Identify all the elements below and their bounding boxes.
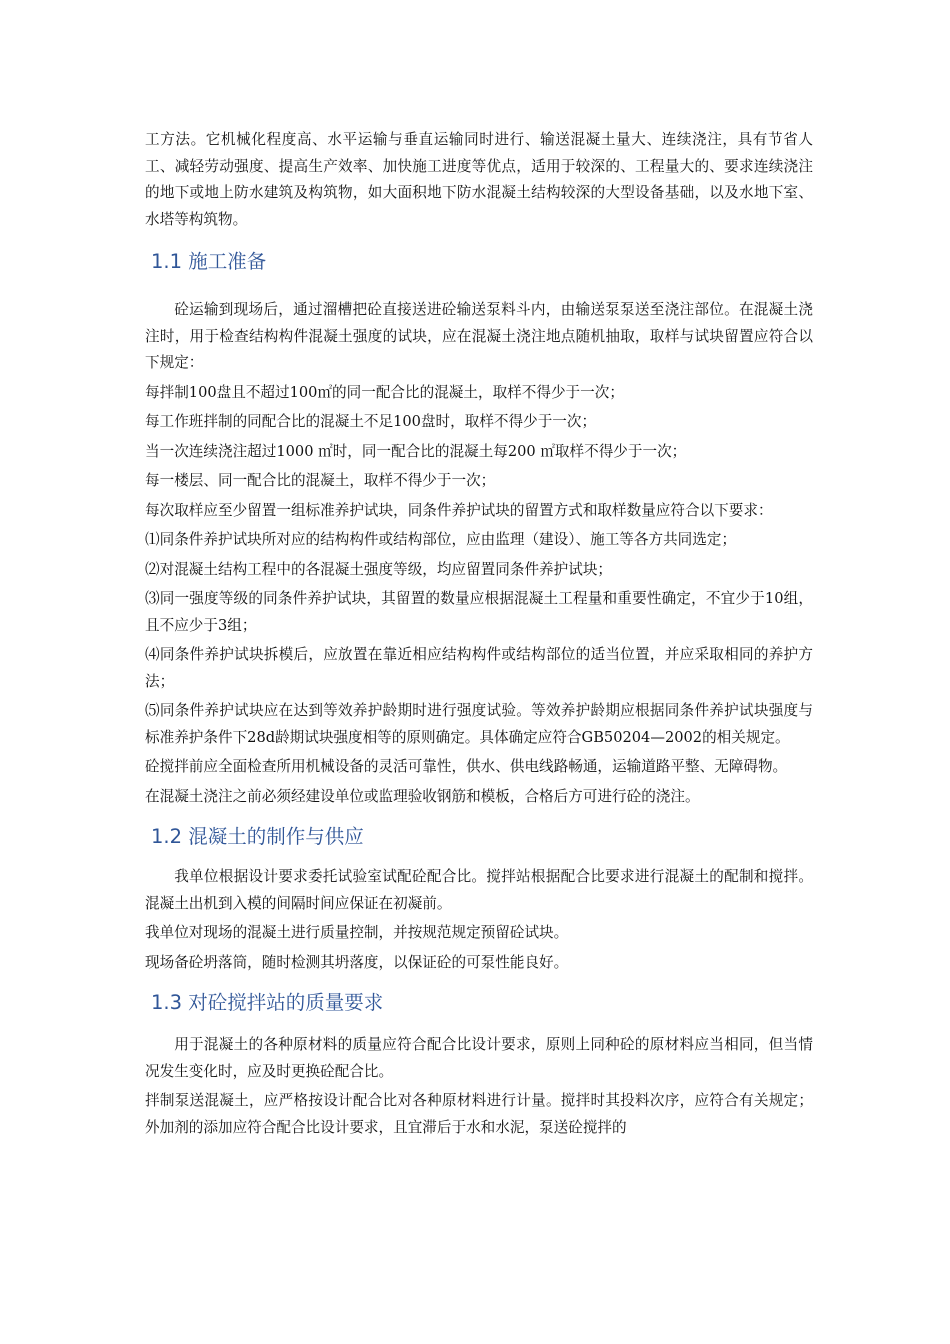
paragraph: 每次取样应至少留置一组标准养护试块，同条件养护试块的留置方式和取样数量应符合以下要求： — [145, 501, 773, 519]
paragraph: 每工作班拌制的同配合比的混凝土不足100盘时，取样不得少于一次； — [145, 413, 597, 430]
section-heading-1-1: 1.1 施工准备 — [151, 250, 267, 273]
paragraph: 拌制泵送混凝土，应严格按设计配合比对各种原材料进行计量。搅拌时其投料次序，应符合有关规定；外加剂的添加应符合配合比设计要求，且宜滞后于水和水泥，泵送砼搅拌的 — [145, 1092, 813, 1136]
section-heading-1-2: 1.2 混凝土的制作与供应 — [151, 825, 364, 848]
paragraph: 在混凝土浇注之前必须经建设单位或监理验收钢筋和模板，合格后方可进行砼的浇注。 — [145, 787, 700, 805]
paragraph: 每一楼层、同一配合比的混凝土，取样不得少于一次； — [145, 472, 496, 489]
list-item: ⑵对混凝土结构工程中的各混凝土强度等级，均应留置同条件养护试块； — [145, 560, 613, 578]
document-body — [145, 127, 813, 1141]
list-item: ⑷同条件养护试块拆模后，应放置在靠近相应结构构件或结构部位的适当位置，并应采取相同的养护方法； — [145, 646, 813, 690]
paragraph: 砼搅拌前应全面检查所用机械设备的灵活可靠性，供水、供电线路畅通，运输道路平整、无障碍物。 — [145, 758, 788, 775]
paragraph: 用于混凝土的各种原材料的质量应符合配合比设计要求，原则上同种砼的原材料应当相同，但当情况发生变化时，应及时更换砼配合比。 — [145, 1036, 813, 1080]
intro-paragraph: 工方法。它机械化程度高、水平运输与垂直运输同时进行、输送混凝土量大、连续浇注，具有节省人工、减轻劳动强度、提高生产效率、加快施工进度等优点，适用于较深的、工程量大的、要求连续浇注的地下或地上防水建筑及构筑物，如大面积地下防水混凝土结构较深的大型设备基础，以及水地下室、水塔等构筑物。 — [145, 131, 813, 228]
list-item: ⑸同条件养护试块应在达到等效养护龄期时进行强度试验。等效养护龄期应根据同条件养护试块强度与标准养护条件下28d龄期试块强度相等的原则确定。具体确定应符合GB50204—2002的相关规定。 — [145, 702, 813, 746]
paragraph: 我单位根据设计要求委托试验室试配砼配合比。搅拌站根据配合比要求进行混凝土的配制和搅拌。混凝土出机到入模的间隔时间应保证在初凝前。 — [145, 868, 813, 912]
paragraph: 每拌制100盘且不超过100㎡的同一配合比的混凝土，取样不得少于一次； — [145, 383, 624, 401]
paragraph: 现场备砼坍落筒，随时检测其坍落度，以保证砼的可泵性能良好。 — [145, 953, 569, 971]
paragraph: 当一次连续浇注超过1000 ㎡时，同一配合比的混凝土每200 ㎡取样不得少于一次； — [145, 442, 687, 460]
section-heading-1-3: 1.3 对砼搅拌站的质量要求 — [151, 991, 384, 1014]
list-item: ⑴同条件养护试块所对应的结构构件或结构部位，应由监理（建设）、施工等各方共同选定； — [145, 531, 737, 548]
paragraph: 我单位对现场的混凝土进行质量控制，并按规范规定预留砼试块。 — [145, 924, 569, 941]
paragraph: 砼运输到现场后，通过溜槽把砼直接送进砼输送泵料斗内，由输送泵泵送至浇注部位。在混凝土浇注时，用于检查结构构件混凝土强度的试块，应在混凝土浇注地点随机抽取，取样与试块留置应符合以下规定： — [145, 301, 813, 371]
list-item: ⑶同一强度等级的同条件养护试块，其留置的数量应根据混凝土工程量和重要性确定，不宜少于10组，且不应少于3组； — [145, 590, 813, 634]
